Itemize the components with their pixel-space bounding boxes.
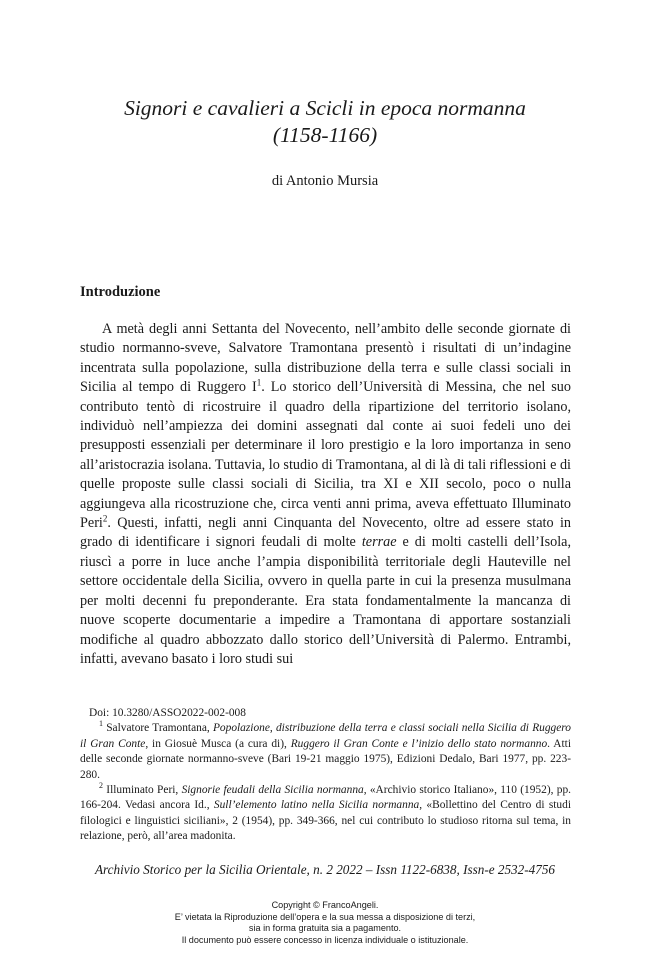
body-text-run: e di molti castelli dell’Isola, riuscì a porre in luce anche l’ampia disponibilità territoriale degli Hauteville nel settore occidentale della Sicilia, ovvero in quella parte in cui la presenza musulmana per molti decenni fu preponderante. Era stata fondamentalmente la mancanza di nuove scoperte documentarie a impedire a Tramontana di apportare sostanziali modifiche al quadro abbozzato dallo storico dell’Università di Palermo. Entrambi, infatti, avevano basato i loro studi sui (80, 534, 571, 667)
doi-line: Doi: 10.3280/ASSO2022-002-008 (89, 707, 246, 719)
footnote-text: Illuminato Peri, (103, 784, 182, 797)
footnote-italic: Popolazione, distribuzione della terra e classi sociali nella Sicilia di Ruggero il Gran Conte (80, 722, 571, 750)
article-author: di Antonio Mursia (271, 173, 379, 189)
footnote-ref-2: 2 (102, 513, 108, 524)
copyright-notice (60, 900, 590, 946)
footnote-text: , «Archivio storico Italiano», 110 (1952), pp. 166-204. Vedasi ancora Id., (80, 784, 571, 812)
footnote-text: , «Bollettino del Centro di studi filologici e linguistici siciliani», 2 (1954), pp. 349-366, nel cui contributo lo studioso ritorna sul tema, in relazione, però, all’area madonita. (80, 799, 571, 843)
journal-citation: Archivio Storico per la Sicilia Orientale, n. 2 2022 – Issn 1122-6838, Issn-e 2532-4756 (94, 862, 556, 877)
footnote-text: Salvatore Tramontana, (103, 722, 213, 735)
article-title-line-1: Signori e cavalieri a Scicli in epoca normanna (124, 96, 526, 120)
footnotes (80, 706, 571, 845)
footnote-italic: Signorie feudali della Sicilia normanna (181, 784, 364, 797)
footnote-2 (80, 783, 571, 845)
article-title (60, 95, 590, 149)
footnote-text: . Atti delle seconde giornate normanno-sveve (Bari 19-21 maggio 1975), Edizioni Dedalo, Bari 1977, pp. 223-280. (80, 737, 571, 781)
body-text-run: . Questi, infatti, negli anni Cinquanta del Novecento, oltre ad essere stato in grado di identificare i signori feudali di molte (80, 515, 571, 551)
footnote-1 (80, 721, 571, 783)
copyright-line: Il documento può essere concesso in licenza individuale o istituzionale. (181, 934, 469, 945)
footnote-1-number: 1 (99, 719, 103, 729)
body-text-run: . Lo storico dell’Università di Messina, che nel suo contributo tentò di ricostruire il quadro della ripartizione del territorio isolano, individuò nell’ampiezza dei domini assegnati dal conte ai suoi fedeli uno dei presupposti essenziali per determinare il loro prestigio e la loro importanza in seno all’aristocrazia isolana. Tuttavia, lo studio di Tramontana, al di là di tali riflessioni e di quelle proposte sulle classi sociali di Sicilia, tra XI e XII secolo, poco o nulla aggiungeva alla ricostruzione che, circa venti anni prima, aveva effettuato Illuminato Peri (80, 379, 571, 532)
footnote-italic: Ruggero il Gran Conte e l’inizio dello stato normanno (290, 737, 548, 750)
body-text-run: A metà degli anni Settanta del Novecento, nell’ambito delle seconde giornate di studio normanno-sveve, Salvatore Tramontana presentò i risultati di un’indagine incentrata sulla popolazione, sulla distribuzione della terra e sulle classi sociali in Sicilia al tempo di Ruggero I (80, 321, 571, 396)
copyright-line: Copyright © FrancoAngeli. (271, 900, 379, 910)
body-paragraph (80, 320, 571, 669)
footnote-ref-1: 1 (256, 377, 262, 388)
body-italic-term: terrae (361, 534, 397, 551)
footnote-text: , in Giosuè Musca (a cura di), (145, 737, 291, 750)
copyright-line: sia in forma gratuita sia a pagamento. (248, 923, 402, 934)
footnote-2-number: 2 (99, 781, 103, 791)
section-heading: Introduzione (80, 284, 161, 300)
copyright-line: E’ vietata la Riproduzione dell’opera e la sua messa a disposizione di terzi, (174, 911, 476, 922)
body-text (80, 320, 571, 669)
footnote-italic: Sull’elemento latino nella Sicilia normanna (213, 799, 420, 812)
article-title-line-2: (1158-1166) (272, 123, 378, 147)
